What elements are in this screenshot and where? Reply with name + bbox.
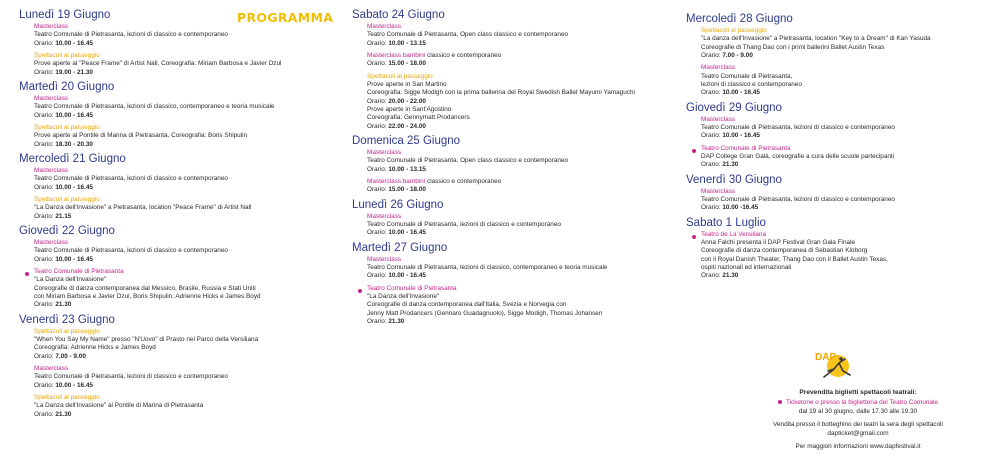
event — [352, 213, 670, 238]
event-detail: Teatro Comunale di Pietrasanta, lezioni di classico e contemporaneo — [34, 175, 228, 183]
day-block — [352, 199, 670, 238]
event-detail: Teatro Comunale di Pietrasanta, lezioni di classico e contemporaneo — [34, 31, 228, 39]
event-time: Orario: 15.00 - 18.00 — [367, 186, 426, 194]
event-detail: ospiti nazionali ed internazionali — [701, 263, 792, 271]
event-detail: Teatro Comunale di Pietrasanta, — [701, 72, 793, 80]
event — [19, 328, 337, 361]
box-office-note: Vendita presso il botteghino dei teatri la sera degli spettacoli — [773, 421, 943, 428]
event — [19, 23, 337, 48]
event-detail: Prove aperte al "Peace Frame" di Artist Nall, Coreografia: Miriam Barbosa e Javier Dzul — [34, 60, 282, 68]
event-time: Orario: 21.30 — [34, 301, 72, 309]
event-time: Orario: 20.00 - 22.00 — [367, 97, 426, 105]
event-time: Orario: 10.00 - 16.45 — [701, 132, 760, 140]
event — [352, 52, 670, 69]
dap-logo-icon — [812, 349, 856, 381]
event — [686, 145, 986, 170]
day-block — [19, 153, 337, 221]
event-detail: Coreografia: Sigge Modigh con la prima ballerina del Royal Swedish Ballet Mayumi Yamaguchi — [367, 89, 635, 97]
day-title: Venerdì 23 Giugno — [19, 313, 115, 326]
event-time: Orario: 21.30 — [367, 317, 405, 325]
day-title: Martedì 20 Giugno — [19, 81, 115, 93]
event-title: Spettacoli al passeggio — [34, 196, 100, 203]
event-time: Orario: 10.00 - 16.45 — [367, 229, 426, 237]
ticket-info — [720, 388, 996, 451]
event-detail: Prove aperte in Sant'Agostino — [367, 106, 452, 113]
program-title: PROGRAMMA — [237, 10, 334, 25]
event — [352, 256, 670, 281]
event-detail: Teatro Comunale di Pietrasanta, lezioni di classico e contemporaneo — [701, 124, 895, 131]
event-detail: "La danza dell'Invasione" a Pietrasanta, location "Key to a Dream" di Kan Yasuda — [701, 35, 931, 43]
event-time: Orario: 21.15 — [34, 212, 72, 220]
ticket-info-title: Prevendita biglietti spettacoli teatrali: — [799, 389, 917, 396]
day-title: Sabato 24 Giugno — [352, 9, 445, 21]
event — [686, 231, 986, 281]
event-title: Masterclass — [34, 239, 69, 246]
event — [19, 394, 337, 419]
event — [686, 64, 986, 97]
event-detail: Teatro Comunale di Pietrasanta, Open class classico e contemporaneo — [367, 157, 569, 165]
event — [352, 285, 670, 327]
event-title: Masterclass — [701, 64, 736, 72]
event-time: Orario: 10.00 - 16.45 — [701, 89, 760, 97]
event-time: Orario: 19.00 - 21.30 — [34, 68, 93, 76]
event-time: Orario: 7.00 - 9.00 — [34, 352, 86, 360]
event-title: Spettacoli al passeggio — [34, 52, 100, 59]
event-detail: Prove aperte al Pontile di Marina di Pietrasanta, Coreografia: Boris Shipulin — [34, 132, 248, 140]
event-detail: Teatro Comunale di Pietrasanta, lezioni di classico, contemporaneo e teoria musicale — [34, 103, 275, 111]
day-block — [19, 9, 337, 77]
event-time: Orario: 10.00 - 16.45 — [34, 111, 93, 119]
event-detail: "La Danza dell'Invasione" a Pietrasanta, location "Peace Frame" di Artist Nall — [34, 204, 252, 212]
more-info-link[interactable]: Per maggiori informazioni www.dapfestival.it — [795, 443, 921, 450]
event-title: Teatro de La Versiliana — [701, 230, 767, 238]
event-title: Spettacoli al passeggio — [34, 393, 100, 401]
event — [352, 178, 670, 195]
event — [19, 268, 337, 310]
day-block — [686, 174, 986, 213]
event-title: Masterclass — [34, 364, 69, 372]
event-time: Orario: 10.00 - 13.15 — [367, 39, 426, 47]
event — [19, 124, 337, 149]
event-detail: lezioni di classico e contemporaneo — [701, 81, 802, 88]
event-time: Orario: 18.30 - 20.30 — [34, 140, 93, 148]
event-detail: Coreografia: Gennymatt Prodancers — [367, 114, 470, 122]
day-title: Martedì 27 Giugno — [352, 241, 448, 254]
day-block — [352, 9, 670, 131]
event-time: Orario: 10.00 - 16.45 — [34, 255, 93, 263]
event-detail: Coreografie di danza contemporanea dal Messico, Brasile, Russia e Stati Uniti — [34, 284, 256, 292]
ticket-dates: dal 19 al 30 giugno, dalle 17.30 alle 19.30 — [798, 408, 918, 415]
event-time: Orario: 10.00 - 16.45 — [34, 39, 93, 47]
event-detail: DAP College Gran Galà, coreografie a cura delle scuole partecipanti — [701, 153, 895, 160]
ticketone-link[interactable]: Ticketone o presso la biglietteria del Teatro Comunale — [720, 398, 996, 407]
event-time: Orario: 22.00 - 24.00 — [367, 122, 426, 130]
day-block — [19, 225, 337, 310]
event-time: Orario: 10.00 - 16.45 — [34, 183, 93, 191]
event — [19, 95, 337, 120]
day-title: Mercoledì 21 Giugno — [19, 153, 126, 165]
event — [352, 23, 670, 48]
event — [19, 196, 337, 221]
event — [686, 116, 986, 141]
event-detail: con il Royal Danish Theater, Thang Dao con il Ballet Austin Texas, — [701, 255, 888, 263]
event-title: Teatro Comunale di Pietrasanta — [367, 284, 457, 292]
event-title: Spettacoli al passeggio — [34, 124, 100, 131]
event-time: Orario: 21.30 — [701, 272, 739, 280]
event-detail: Jenny Matt Prodancers (Gennaro Guadagnuolo), Sigge Modigh, Thomas Johansen — [367, 309, 603, 317]
event-detail: Prove aperte in San Martino — [367, 81, 447, 89]
event-title: Spettacoli al passeggio — [701, 27, 767, 34]
event-title: Masterclass — [367, 255, 402, 263]
event — [19, 239, 337, 264]
day-block — [686, 102, 986, 170]
event-detail: "La Danza dell'Invasione" al Pontile di Marina di Pietrasanta — [34, 402, 204, 410]
event-time: Orario: 10.00 - 16.45 — [367, 272, 426, 280]
event-title: Masterclass bambini classico e contemporaneo — [367, 177, 502, 185]
event-title: Masterclass — [367, 148, 402, 156]
event — [686, 188, 986, 213]
event-title: Masterclass — [367, 212, 402, 220]
event-detail: Teatro Comunale di Pietrasanta, lezioni di classico e contemporaneo — [367, 221, 561, 228]
event-detail: Teatro Comunale di Pietrasanta, lezioni di classico e contemporaneo — [34, 247, 228, 255]
event — [686, 27, 986, 60]
event-detail: Anna Falchi presenta il DAP Festival Gran Gala Finale — [701, 239, 856, 246]
event-title: Masterclass — [701, 187, 736, 195]
event-title: Masterclass — [34, 167, 69, 174]
day-title: Domenica 25 Giugno — [352, 134, 461, 147]
day-title: Lunedì 19 Giugno — [19, 9, 111, 21]
event-time: Orario: 21.30 — [701, 161, 739, 169]
event-detail: Teatro Comunale di Pietrasanta, lezioni di classico e contemporaneo — [701, 196, 895, 203]
event — [19, 365, 337, 390]
event-time: Orario: 10.00 - 16.45 — [34, 381, 93, 389]
event-title: Masterclass — [367, 23, 402, 30]
event-detail: Teatro Comunale di Pietrasanta, lezioni di classico e contemporaneo — [34, 373, 228, 381]
event-title: Masterclass — [701, 115, 736, 123]
event-title: Masterclass — [34, 23, 69, 30]
event-detail: Teatro Comunale di Pietrasanta, Open class classico e contemporaneo — [367, 31, 569, 39]
event-detail: Coreografie di Thang Dao con i primi ballerini Ballet Austin Texas — [701, 43, 885, 51]
event-detail: Coreografie di danza contemporanea dall'Italia, Svezia e Norvegia con — [367, 301, 567, 309]
event-time: Orario: 10.00 -16.45 — [701, 204, 759, 212]
ticket-email[interactable]: dapticket@gmail.com — [827, 430, 889, 437]
event-detail: "La Danza dell'Invasione" — [34, 276, 107, 284]
schedule-column-2 — [352, 9, 670, 330]
event-detail: Coreografia: Adrienne Hicks e James Boyd — [34, 344, 156, 352]
event — [19, 52, 337, 77]
day-block — [352, 242, 670, 327]
event-title: Teatro Comunale di Pietrasanta — [701, 144, 791, 152]
event-title: Masterclass bambini classico e contemporaneo — [367, 52, 502, 59]
event — [352, 149, 670, 174]
event-time: Orario: 21.30 — [34, 410, 72, 418]
day-block — [686, 13, 986, 98]
event-detail: Coreografie di danza contemporanea di Sebastian Kloborg — [701, 247, 868, 255]
schedule-column-1 — [19, 9, 337, 423]
event-title: Teatro Comunale di Pietrasanta — [34, 268, 124, 275]
event — [352, 73, 670, 131]
day-block — [352, 135, 670, 195]
logo-text: DAP — [815, 352, 837, 363]
event-time: Orario: 10.00 - 13.15 — [367, 165, 426, 173]
day-title: Sabato 1 Luglio — [686, 216, 766, 229]
event-title: Spettacoli al passeggio — [367, 72, 433, 80]
day-title: Lunedì 26 Giugno — [352, 198, 444, 211]
event-detail: "La Danza dell'Invasione" — [367, 293, 440, 300]
event-time: Orario: 7.00 - 9.00 — [701, 52, 753, 59]
event-time: Orario: 15.00 - 18.00 — [367, 60, 426, 68]
schedule-column-3 — [686, 13, 986, 284]
event-detail: "When You Say My Name" presso "N'Uovo" di Prasto nel Parco della Versiliana — [34, 336, 259, 343]
day-block — [19, 81, 337, 149]
event — [19, 167, 337, 192]
day-title: Venerdì 30 Giugno — [686, 173, 782, 186]
day-title: Mercoledì 28 Giugno — [686, 13, 793, 25]
day-title: Giovedì 29 Giugno — [686, 101, 782, 114]
event-detail: Teatro Comunale di Pietrasanta, lezioni di classico, contemporaneo e teoria musicale — [367, 264, 608, 271]
day-block — [686, 217, 986, 281]
event-title: Masterclass — [34, 95, 69, 102]
day-title: Giovedì 22 Giugno — [19, 225, 115, 237]
event-detail: con Miriam Barbosa e Javier Dzul, Boris Shipulin, Adrienne Hicks e James Boyd — [34, 293, 261, 300]
day-block — [19, 314, 337, 419]
event-title: Spettacoli al passeggio — [34, 327, 100, 335]
